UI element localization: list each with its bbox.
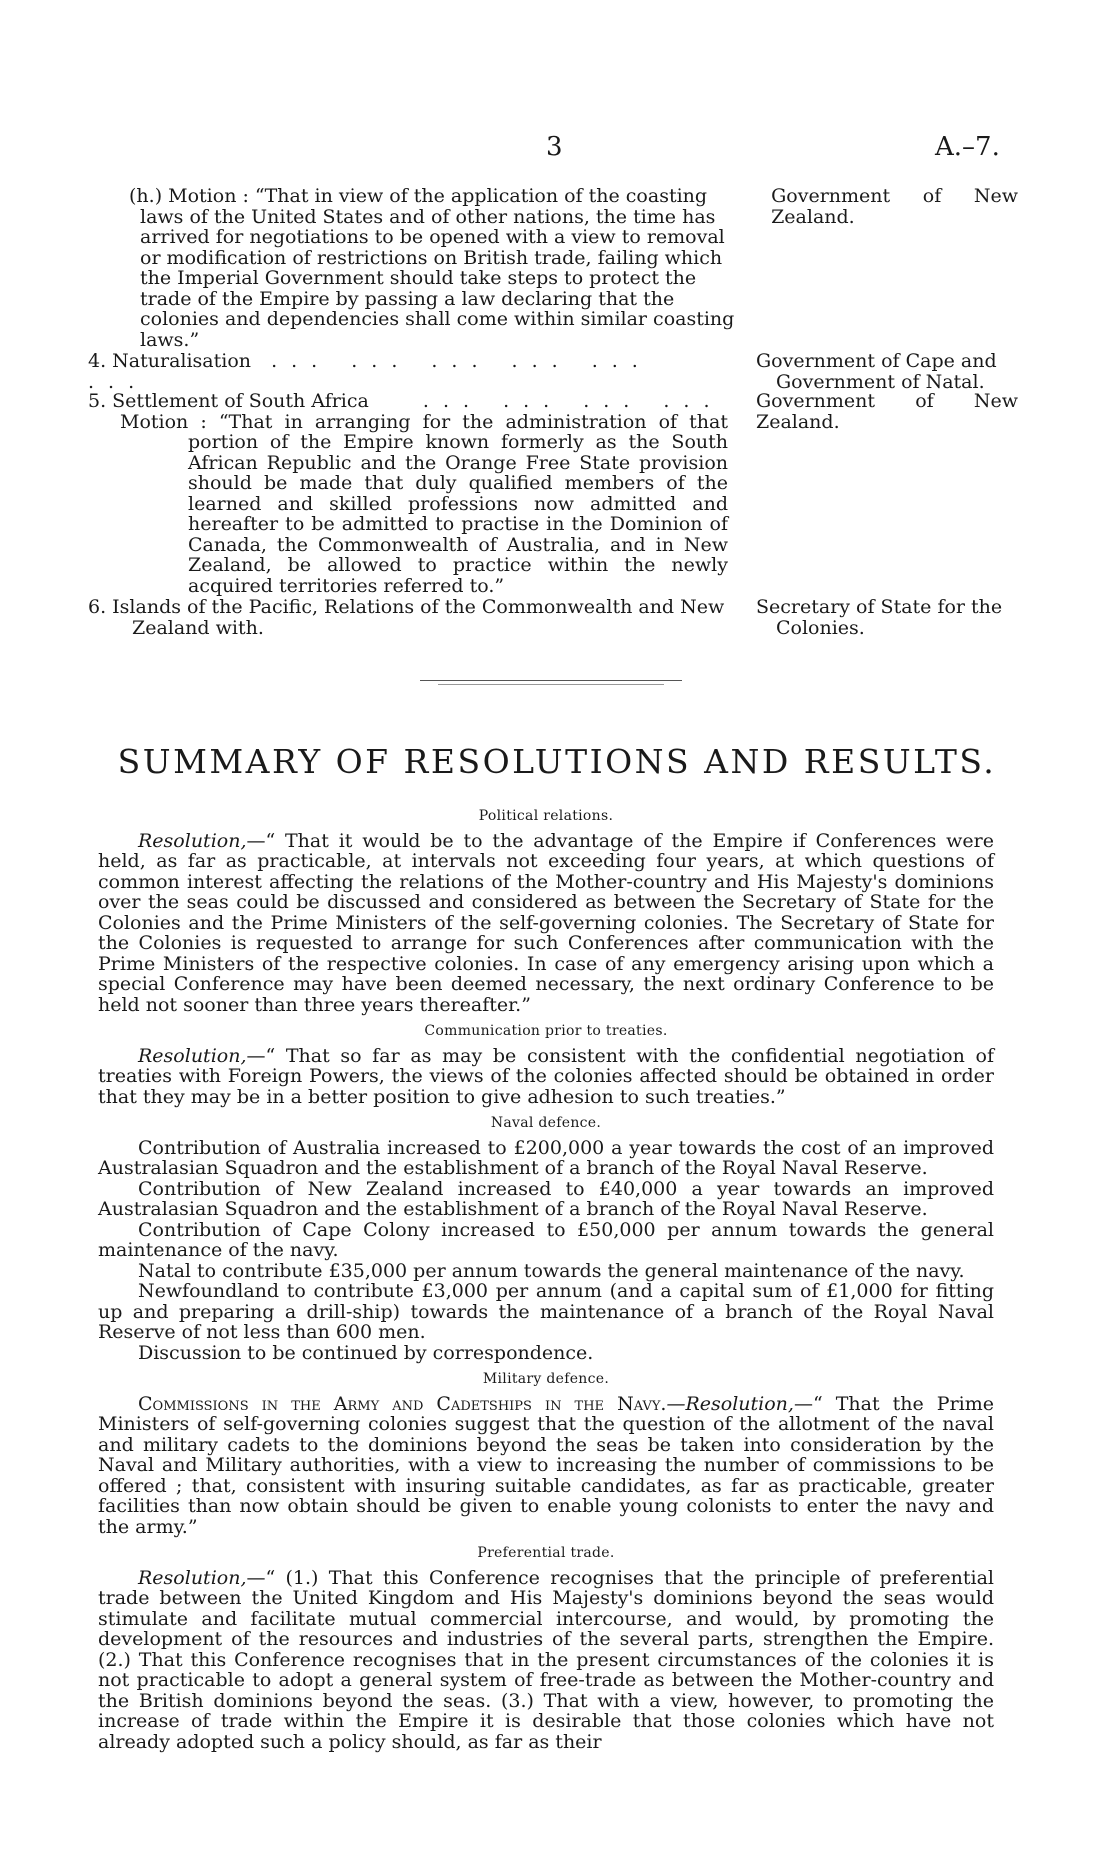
heading-naval-defence: Naval defence.	[490, 1115, 602, 1131]
heading-preferential-trade: Preferential trade.	[477, 1545, 615, 1561]
agenda-item-4	[88, 351, 1018, 392]
page-number: 3	[546, 132, 563, 162]
section-divider	[420, 680, 682, 681]
naval-item: Contribution of Cape Colony increased to £50,000 per annum towards the general maintenance of the navy.	[98, 1218, 994, 1261]
item-h-proposer: Government of New Zealand.	[771, 185, 1018, 228]
item-6-proposer-1: Secretary of State for the	[756, 596, 1003, 618]
item-4-leader-dots: ... ... ... ... ... ...	[88, 350, 652, 393]
section-divider-underline	[438, 684, 664, 685]
item-4-proposer-2: Government of Natal.	[776, 370, 985, 393]
item-6-line-2: Zealand with.	[132, 616, 264, 639]
agenda-list	[88, 186, 1018, 638]
naval-item: Contribution of Australia increased to £200,000 a year towards the cost of an improved Australasian Squadron and the establishment of a branch of the Royal Naval Reserve.	[98, 1136, 994, 1179]
item-h-motion: Motion : “That in view of the application of the coasting laws of the United States and of other nations, the time has arrived for negotiations to be opened with a view to removal or modification of restrictions on British trade, failing which the Imperial Government should take steps to protect the trade of the Empire by passing a law declaring that the colonies and dependencies shall come within similar coasting laws.”	[140, 185, 735, 351]
naval-item: Discussion to be continued by correspondence.	[138, 1341, 594, 1364]
resolution-lead: —Resolution,	[666, 1392, 794, 1415]
resolution-lead: Resolution,	[138, 1044, 247, 1067]
resolution-lead: Resolution,	[138, 1566, 247, 1589]
naval-item: Contribution of New Zealand increased to £40,000 a year towards an improved Australasian Squadron and the establishment of a branch of the Royal Naval Reserve.	[98, 1177, 994, 1220]
agenda-item-h	[88, 186, 1018, 350]
naval-item: Natal to contribute £35,000 per annum towards the general maintenance of the navy.	[138, 1259, 965, 1282]
item-6-proposer-2: Colonies.	[776, 616, 865, 639]
military-lead-caps: Commissions in the Army and Cadetships in the Navy.	[138, 1392, 667, 1415]
item-5-proposer: Government of New Zealand.	[756, 390, 1018, 433]
summary-body	[98, 800, 994, 1752]
document-reference: A.–7.	[935, 132, 1000, 162]
paragraph-treaties: Resolution,—“ That so far as may be consistent with the confidential negotiation of treaties with Foreign Powers, the views of the colonies affected should be obtained in order that they may be in a better position to give adhesion to such treaties.”	[98, 1044, 994, 1108]
item-4-proposer-1: Government of Cape and	[756, 350, 997, 372]
heading-political-relations: Political relations.	[478, 808, 614, 824]
naval-item: Newfoundland to contribute £3,000 per annum (and a capital sum of £1,000 for fitting up and preparing a drill-ship) towards the maintenance of a branch of the Royal Naval Reserve of not less than 600 men.	[98, 1280, 994, 1343]
paragraph-preferential-trade: Resolution,—“ (1.) That this Conference recognises that the principle of preferential trade between the United Kingdom and His Majesty's dominions beyond the seas would stimulate and facilitate mutual commercial intercourse, and would, by promoting the development of the resources and industries of the several parts, strengthen the Empire. (2.) That this Conference recognises that in the present circumstances of the colonies it is not practicable to adopt a general system of free-trade as between the Mother-country and the British dominions beyond the seas. (3.) That with a view, however, to promoting the increase of trade within the Empire it is desirable that those colonies which have not already adopted such a policy should, as far as their	[98, 1566, 994, 1753]
agenda-item-5	[88, 391, 1018, 596]
item-h-label: (h.)	[129, 185, 163, 207]
agenda-item-6	[88, 597, 1018, 638]
paragraph-political-relations: Resolution,—“ That it would be to the advantage of the Empire if Conferences were held, as far as practicable, at intervals not exceeding four years, at which questions of common interest affecting the relations of the Mother-country and His Majesty's dominions over the seas could be discussed and considered as between the Secretary of State for the Colonies and the Prime Ministers of the self-governing colonies. The Secretary of State for the Colonies is requested to arrange for such Conferences after communication with the Prime Ministers of the respective colonies. In case of any emergency arising upon which a special Conference may have been deemed necessary, the next ordinary Conference to be held not sooner than three years thereafter.”	[98, 829, 994, 1016]
paragraph-military-defence: Commissions in the Army and Cadetships in the Navy.—Resolution,—“ That the Prime Ministers of self-governing colonies suggest that the question of the allotment of the naval and military cadets to the dominions beyond the seas be taken into consideration by the Naval and Military authorities, with a view to increasing the number of commissions to be offered ; that, consistent with insuring suitable candidates, as far as practicable, greater facilities than now obtain should be given to enable young colonists to enter the navy and the army.”	[98, 1392, 994, 1538]
summary-title: SUMMARY OF RESOLUTIONS AND RESULTS.	[117, 742, 997, 781]
item-4-label: 4. Naturalisation	[88, 350, 252, 372]
heading-treaties: Communication prior to treaties.	[424, 1023, 668, 1039]
item-5-label: 5. Settlement of South Africa	[88, 390, 369, 412]
item-5-motion: Motion : “That in arranging for the administration of that portion of the Empire known formerly as the South African Republic and the Orange Free State provision should be made that duly qualified members of the learned and skilled professions now admitted and hereafter to be admitted to practise in the Dominion of Canada, the Commonwealth of Australia, and in New Zealand, be allowed to practice within the newly acquired territories referred to.”	[120, 410, 728, 597]
resolution-lead: Resolution,	[138, 829, 247, 852]
heading-military-defence: Military defence.	[482, 1371, 610, 1387]
item-6-line-1: 6. Islands of the Pacific, Relations of the Commonwealth and New	[88, 596, 725, 618]
item-5-leader-dots: ... ... ... ...	[422, 390, 724, 412]
